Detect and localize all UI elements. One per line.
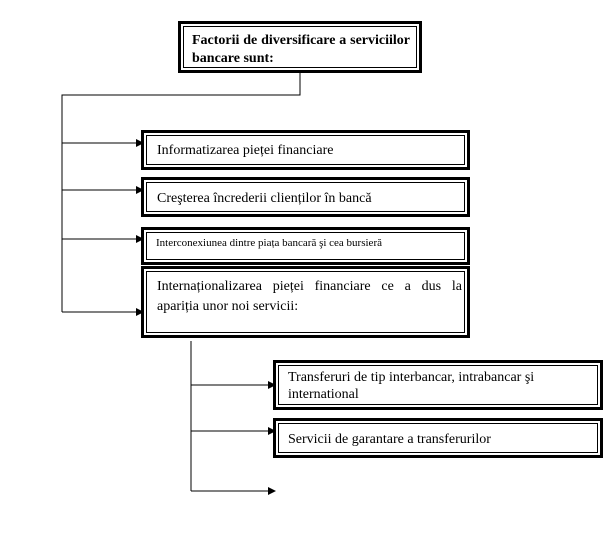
title-text: Factorii de diversificare a serviciilor bancare sunt:	[192, 33, 410, 66]
factor-label-1: Informatizarea pieței financiare	[157, 143, 334, 158]
service-label-1: Transferuri de tip interbancar, intrabancar şi international	[288, 370, 535, 402]
factor-label-3: Interconexiunea dintre piața bancară şi cea bursieră	[156, 237, 382, 249]
factor-label-2: Creşterea încrederii clienților în bancă	[157, 191, 372, 206]
service-label-2: Servicii de garantare a transferurilor	[288, 432, 491, 447]
factor-label-4: Internaționalizarea pieței financiare ce a dus la apariția unor noi servicii:	[157, 279, 462, 314]
